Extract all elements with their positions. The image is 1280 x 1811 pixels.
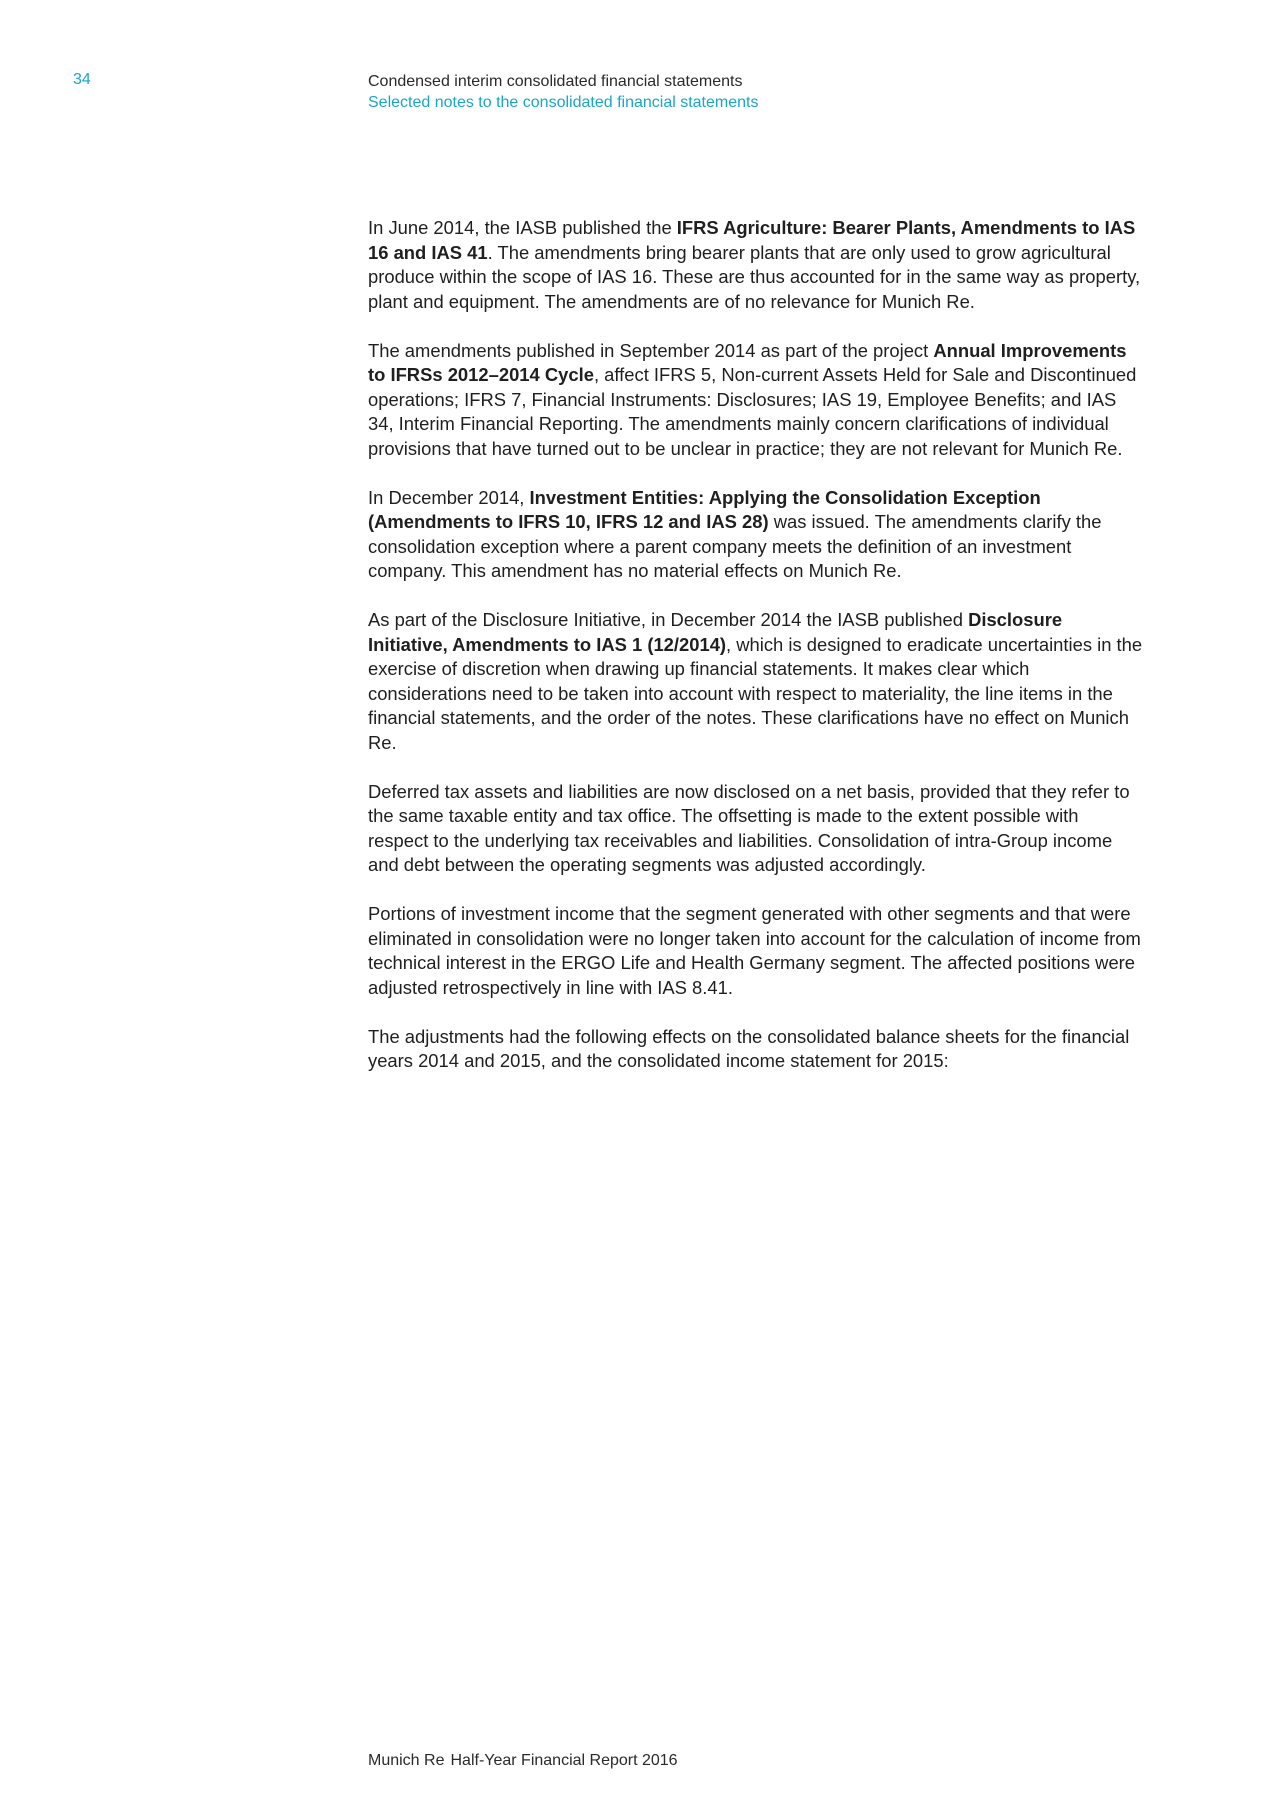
text-run: . The amendments bring bearer plants that are only used to grow agricultural produce within the scope of IAS 16. These are thus accounted for in the same way as property, plant and equipment. The amendments are of no relevance for Munich Re. [368,241,1141,312]
text-run: was issued. The amendments clarify the consolidation exception where a parent company meets the definition of an investment company. This amendment has no material effects on Munich Re. [368,511,1102,581]
text-run: The adjustments had the following effects on the consolidated balance sheets for the financial years 2014 and 2015, and the consolidated income statement for 2015: [368,1025,1130,1071]
header-section-title: Condensed interim consolidated financial statements [368,73,743,90]
text-run: , affect IFRS 5, Non-current Assets Held for Sale and Discontinued operations; IFRS 7, Financial Instruments: Disclosures; IAS 19, Employee Benefits; and IAS 34, Interim Financial Reporting. The amendments mainly concern clarifications of individual provisions that have turned out to be unclear in practice; they are not relevant for Munich Re. [368,364,1137,459]
page-header [368,71,758,113]
body-text [368,216,1143,1098]
text-run: In June 2014, the IASB published the [368,217,677,238]
text-run: Deferred tax assets and liabilities are now disclosed on a net basis, provided that they refer to the same taxable entity and tax office. The offsetting is made to the extent possible with respect to the underlying tax receivables and liabilities. Consolidation of intra-Group income and debt between the operating segments was adjusted accordingly. [368,780,1130,875]
bold-term: Disclosure Initiative, Amendments to IAS 1 (12/2014) [368,609,1063,655]
text-run: , which is designed to eradicate uncertainties in the exercise of discretion when drawing up financial statements. It makes clear which considerations need to be taken into account with respect to materiality, the line items in the financial statements, and the order of the notes. These clarifications have no effect on Munich Re. [368,633,1143,753]
paragraph [368,1025,1143,1074]
paragraph [368,780,1143,878]
text-run: The amendments published in September 2014 as part of the project [368,339,934,361]
paragraph [368,608,1143,755]
bold-term: IFRS Agriculture: Bearer Plants, Amendments to IAS 16 and IAS 41 [368,217,1136,263]
bold-term: Annual Improvements to IFRSs 2012–2014 Cycle [368,339,1127,385]
page-footer [368,1752,678,1770]
text-run: Portions of investment income that the segment generated with other segments and that were eliminated in consolidation were no longer taken into account for the calculation of income from technical interest in the ERGO Life and Health Germany segment. The affected positions were adjusted retrospectively in line with IAS 8.41. [368,903,1141,998]
text-run: As part of the Disclosure Initiative, in December 2014 the IASB published [368,609,969,630]
paragraph [368,339,1143,462]
paragraph [368,216,1143,314]
header-subsection-title: Selected notes to the consolidated financial statements [368,94,759,111]
paragraph [368,486,1143,584]
footer-company: Munich Re [368,1752,445,1769]
paragraph [368,902,1143,1000]
bold-term: Investment Entities: Applying the Consolidation Exception (Amendments to IFRS 10, IFRS 12 and IAS 28) [368,486,1041,532]
text-run: In December 2014, [368,486,530,508]
footer-report-title: Half-Year Financial Report 2016 [450,1752,678,1769]
page-number: 34 [73,71,91,88]
